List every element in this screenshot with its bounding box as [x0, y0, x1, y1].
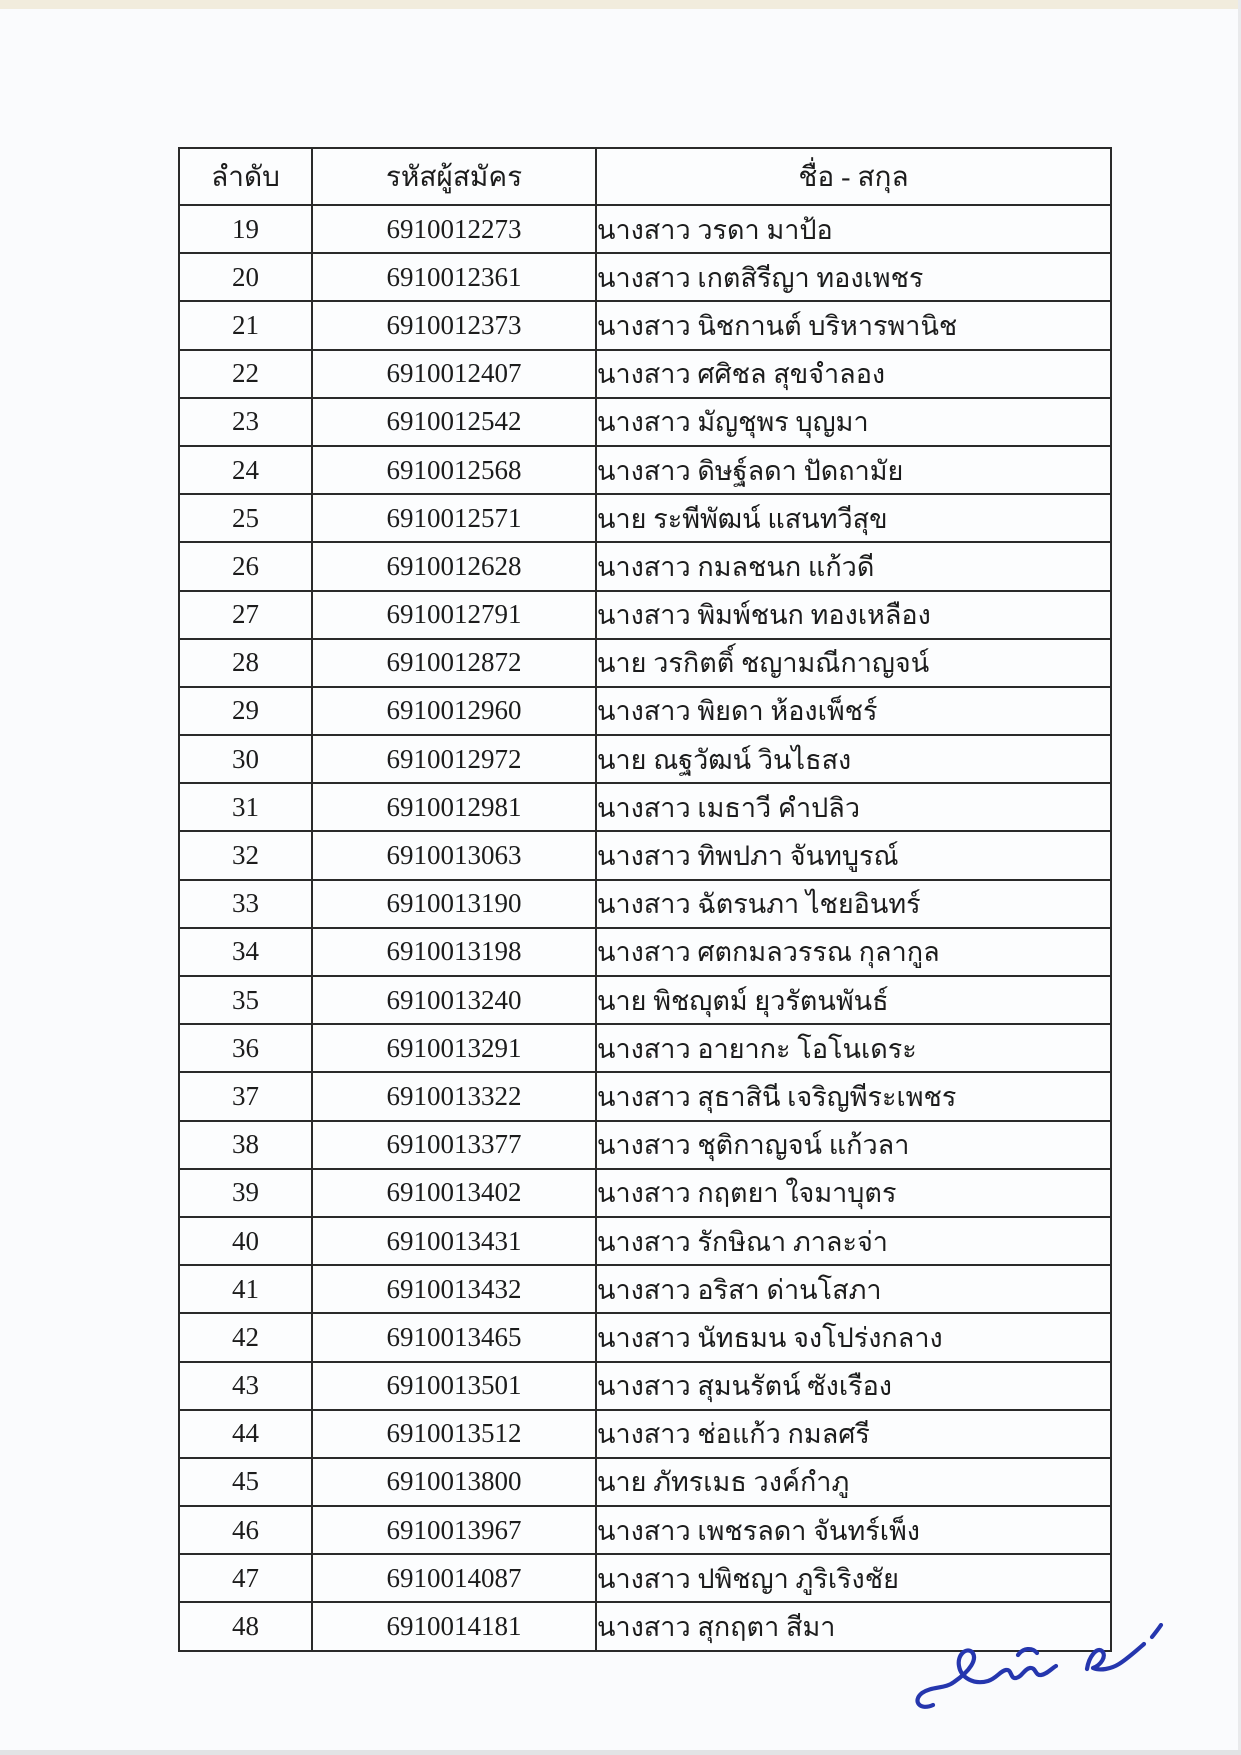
table-row [179, 1169, 1111, 1217]
applicant-id-cell: 6910013240 [312, 976, 596, 1024]
table-row [179, 446, 1111, 494]
table-row [179, 205, 1111, 253]
applicant-name-cell: นางสาว เกตสิรีญา ทองเพชร [596, 253, 1111, 301]
row-number-cell: 40 [179, 1217, 312, 1265]
row-number-cell: 43 [179, 1362, 312, 1410]
row-number-cell: 30 [179, 735, 312, 783]
applicant-name-cell: นางสาว ปพิชญา ภูริเริงชัย [596, 1554, 1111, 1602]
applicant-name-cell: นางสาว กมลชนก แก้วดี [596, 542, 1111, 590]
table-row [179, 301, 1111, 349]
row-number-cell: 41 [179, 1265, 312, 1313]
row-number-cell: 42 [179, 1313, 312, 1361]
applicant-id-cell: 6910013198 [312, 928, 596, 976]
table-row [179, 591, 1111, 639]
table-row [179, 1217, 1111, 1265]
applicant-name-cell: นาย ระพีพัฒน์ แสนทวีสุข [596, 494, 1111, 542]
applicant-id-cell: 6910013501 [312, 1362, 596, 1410]
applicant-name-cell: นางสาว ศตกมลวรรณ กุลากูล [596, 928, 1111, 976]
row-number-cell: 26 [179, 542, 312, 590]
applicant-id-cell: 6910012791 [312, 591, 596, 639]
applicant-id-cell: 6910012981 [312, 783, 596, 831]
table-row [179, 1554, 1111, 1602]
row-number-cell: 32 [179, 831, 312, 879]
applicant-id-cell: 6910012960 [312, 687, 596, 735]
table-row [179, 253, 1111, 301]
table-row [179, 1024, 1111, 1072]
signature-right-stroke [1087, 1644, 1144, 1669]
applicant-name-cell: นาย ภัทรเมธ วงค์กำภู [596, 1458, 1111, 1506]
applicant-name-cell: นางสาว กฤตยา ใจมาบุตร [596, 1169, 1111, 1217]
applicant-name-cell: นางสาว สุมนรัตน์ ซังเรือง [596, 1362, 1111, 1410]
applicant-id-cell: 6910013291 [312, 1024, 596, 1072]
applicant-name-cell: นางสาว อริสา ด่านโสภา [596, 1265, 1111, 1313]
signature-right-tick-stroke [1152, 1625, 1161, 1637]
header-cell-name: ชื่อ - สกุล [596, 148, 1111, 205]
applicant-name-cell: นางสาว นัทธมน จงโปร่งกลาง [596, 1313, 1111, 1361]
signature [900, 1623, 1172, 1725]
scan-edge-bottom [0, 1750, 1241, 1755]
table-row [179, 350, 1111, 398]
applicant-name-cell: นางสาว ทิพปภา จันทบูรณ์ [596, 831, 1111, 879]
table-row [179, 880, 1111, 928]
applicant-name-cell: นาย พิชญุตม์ ยุวรัตนพันธ์ [596, 976, 1111, 1024]
row-number-cell: 25 [179, 494, 312, 542]
row-number-cell: 37 [179, 1072, 312, 1120]
signature-left-hat-stroke [1018, 1649, 1037, 1655]
row-number-cell: 44 [179, 1410, 312, 1458]
table-header-row [179, 148, 1111, 205]
scan-edge-top [0, 0, 1241, 9]
applicant-name-cell: นางสาว มัญชุพร บุญมา [596, 398, 1111, 446]
table-row [179, 687, 1111, 735]
applicant-id-cell: 6910014181 [312, 1602, 596, 1650]
row-number-cell: 21 [179, 301, 312, 349]
row-number-cell: 46 [179, 1506, 312, 1554]
table-row [179, 928, 1111, 976]
applicant-name-cell: นางสาว ช่อแก้ว กมลศรี [596, 1410, 1111, 1458]
row-number-cell: 35 [179, 976, 312, 1024]
applicant-name-cell: นางสาว ศศิชล สุขจำลอง [596, 350, 1111, 398]
table-row [179, 1121, 1111, 1169]
applicant-id-cell: 6910013377 [312, 1121, 596, 1169]
applicant-name-cell: นางสาว วรดา มาป้อ [596, 205, 1111, 253]
applicant-id-cell: 6910012542 [312, 398, 596, 446]
applicant-name-cell: นางสาว ฉัตรนภา ไชยอินทร์ [596, 880, 1111, 928]
applicant-name-cell: นางสาว เพชรลดา จันทร์เพ็ง [596, 1506, 1111, 1554]
applicant-id-cell: 6910012407 [312, 350, 596, 398]
table-row [179, 494, 1111, 542]
applicant-id-cell: 6910012872 [312, 639, 596, 687]
applicant-name-cell: นางสาว พิมพ์ชนก ทองเหลือง [596, 591, 1111, 639]
applicant-id-cell: 6910013967 [312, 1506, 596, 1554]
table-row [179, 1362, 1111, 1410]
table-row [179, 735, 1111, 783]
applicant-name-cell: นางสาว อายากะ โอโนเดระ [596, 1024, 1111, 1072]
row-number-cell: 28 [179, 639, 312, 687]
table-row [179, 542, 1111, 590]
applicant-name-cell: นางสาว รักษิณา ภาละจ่า [596, 1217, 1111, 1265]
applicant-name-cell: นางสาว พิยดา ห้องเพ็ชร์ [596, 687, 1111, 735]
applicant-id-cell: 6910013402 [312, 1169, 596, 1217]
row-number-cell: 27 [179, 591, 312, 639]
applicant-name-cell: นางสาว นิชกานต์ บริหารพานิช [596, 301, 1111, 349]
row-number-cell: 19 [179, 205, 312, 253]
row-number-cell: 45 [179, 1458, 312, 1506]
applicant-id-cell: 6910012568 [312, 446, 596, 494]
applicant-id-cell: 6910012972 [312, 735, 596, 783]
applicant-name-cell: นางสาว เมธาวี คำปลิว [596, 783, 1111, 831]
applicant-id-cell: 6910013322 [312, 1072, 596, 1120]
row-number-cell: 31 [179, 783, 312, 831]
applicant-id-cell: 6910012361 [312, 253, 596, 301]
applicant-id-cell: 6910012628 [312, 542, 596, 590]
row-number-cell: 20 [179, 253, 312, 301]
table-row [179, 639, 1111, 687]
applicant-name-cell: นางสาว สุธาสินี เจริญพีระเพชร [596, 1072, 1111, 1120]
table-row [179, 1506, 1111, 1554]
table-row [179, 398, 1111, 446]
applicant-id-cell: 6910013063 [312, 831, 596, 879]
table-row [179, 1265, 1111, 1313]
row-number-cell: 39 [179, 1169, 312, 1217]
applicant-id-cell: 6910012571 [312, 494, 596, 542]
row-number-cell: 24 [179, 446, 312, 494]
applicant-id-cell: 6910013800 [312, 1458, 596, 1506]
table-row [179, 976, 1111, 1024]
row-number-cell: 47 [179, 1554, 312, 1602]
table-row [179, 1410, 1111, 1458]
table-row [179, 783, 1111, 831]
applicant-name-cell: นางสาว ดิษฐ์ลดา ปัดถามัย [596, 446, 1111, 494]
applicant-name-cell: นาย วรกิตติ์ ชญามณีกาญจน์ [596, 639, 1111, 687]
table-row [179, 1458, 1111, 1506]
applicant-name-cell: นางสาว ชุติกาญจน์ แก้วลา [596, 1121, 1111, 1169]
applicant-id-cell: 6910012373 [312, 301, 596, 349]
table-row [179, 1313, 1111, 1361]
applicant-id-cell: 6910013190 [312, 880, 596, 928]
row-number-cell: 34 [179, 928, 312, 976]
applicant-id-cell: 6910013512 [312, 1410, 596, 1458]
applicant-id-cell: 6910012273 [312, 205, 596, 253]
applicant-roster-table [178, 147, 1112, 1652]
row-number-cell: 33 [179, 880, 312, 928]
applicant-id-cell: 6910013432 [312, 1265, 596, 1313]
table-row [179, 831, 1111, 879]
signature-left-stroke [918, 1650, 1056, 1706]
row-number-cell: 38 [179, 1121, 312, 1169]
row-number-cell: 23 [179, 398, 312, 446]
table-row [179, 1072, 1111, 1120]
row-number-cell: 29 [179, 687, 312, 735]
row-number-cell: 48 [179, 1602, 312, 1650]
applicant-id-cell: 6910013431 [312, 1217, 596, 1265]
table-body [179, 205, 1111, 1651]
header-cell-applicant-id: รหัสผู้สมัคร [312, 148, 596, 205]
row-number-cell: 36 [179, 1024, 312, 1072]
applicant-name-cell: นาย ณฐวัฒน์ วินไธสง [596, 735, 1111, 783]
row-number-cell: 22 [179, 350, 312, 398]
applicant-name-cell: นางสาว สุกฤตา สีมา [596, 1602, 1111, 1650]
header-cell-order: ลำดับ [179, 148, 312, 205]
applicant-id-cell: 6910014087 [312, 1554, 596, 1602]
applicant-id-cell: 6910013465 [312, 1313, 596, 1361]
